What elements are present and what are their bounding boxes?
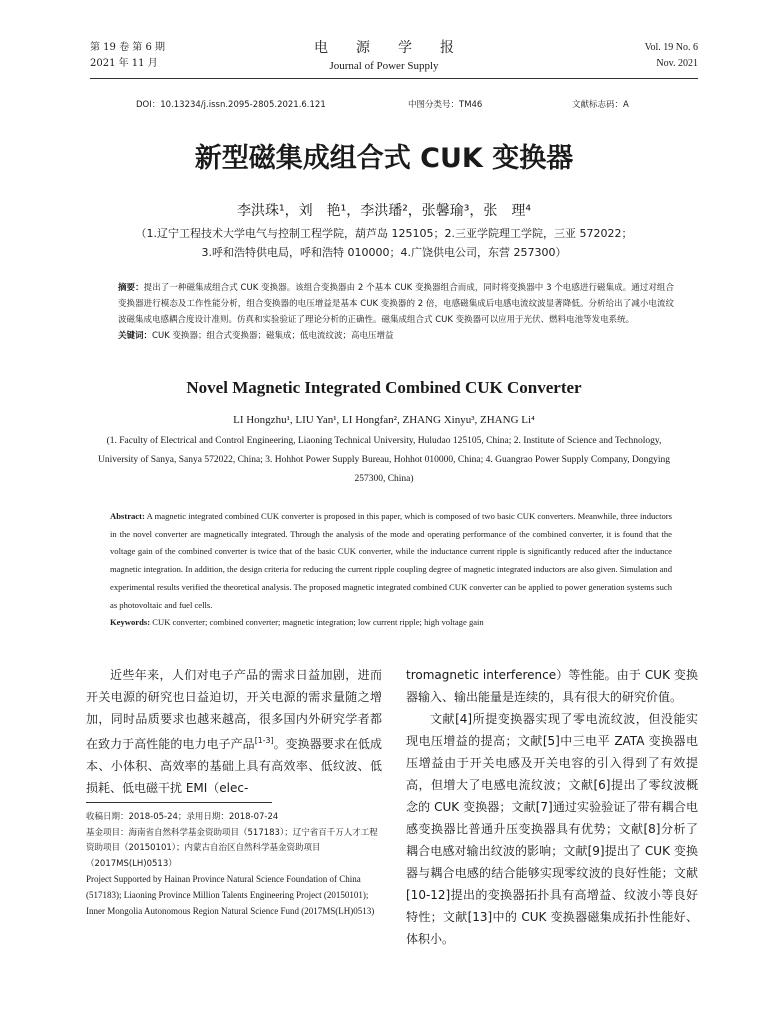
doi: DOI：10.13234/j.issn.2095-2805.2021.6.121 (136, 100, 326, 110)
affiliations-en: (1. Faculty of Electrical and Control Engineering, Liaoning Technical University, Huludao 125105, China; 2. Institute of Science and Technology, University of Sanya, Sanya 572022, China; 3. Hohhot Power Supply Bureau, Hohhot 010000, China; 4. Guangrao Power Supply Company, Dongying 257300, China) (98, 436, 670, 484)
citation: [1-3] (254, 736, 274, 745)
abstract-cn (118, 280, 674, 344)
footnote-rule (86, 802, 272, 803)
funding-cn: 基金项目：海南省自然科学基金资助项目（517183）；辽宁省百千万人才工程资助项目（20150101）；内蒙古自治区自然科学基金资助项目（2017MS(LH)0513） (86, 827, 378, 869)
received-dates: 收稿日期：2018-05-24；录用日期：2018-07-24 (86, 812, 279, 822)
authors-cn: 李洪珠¹，刘 艳¹，李洪璠²，张馨瑜³，张 理⁴ (236, 203, 532, 219)
volume-en: Vol. 19 No. 6 (644, 42, 698, 53)
date-cn: 2021 年 11 月 (90, 58, 158, 69)
body-column-right (406, 664, 698, 950)
abstract-en-text: A magnetic integrated combined CUK converter is proposed in this paper, which is composed of two basic CUK converters. Meanwhile, three inductors in the novel converter are magnetically integrated. Through the analysis of the mode and operating performance of the combined converter, it is found that the voltage gain of the combined converter is twice that of the basic CUK converter, while the inductance current ripple is significantly reduced after the inductance magnetic integration. In addition, the design criteria for reducing the current ripple coupling degree of magnetic integrated inductors are also given. Simulation and experimental results verified the theoretical analysis. The proposed magnetic integrated combined CUK converter can be applied to power generation systems such as photovoltaic and fuel cells. (110, 511, 672, 610)
affiliations-cn (100, 224, 668, 262)
keywords-cn-label: 关键词： (118, 331, 153, 341)
volume-cn: 第 19 卷 第 6 期 (90, 42, 165, 53)
affiliation-cn-line-1: （1.辽宁工程技术大学电气与控制工程学院，葫芦岛 125105；2.三亚学院理工学院，三亚 572022； (135, 227, 633, 240)
authors-en: LI Hongzhu¹, LIU Yan¹, LI Hongfan², ZHANG Xinyu³, ZHANG Li⁴ (233, 414, 535, 426)
keywords-en-label: Keywords: (110, 617, 151, 628)
document-code: 文献标志码：A (572, 100, 629, 110)
title-en: Novel Magnetic Integrated Combined CUK Converter (186, 378, 582, 397)
body-paragraph: 文献[4]所提变换器实现了零电流纹波，但没能实现电压增益的提高；文献[5]中三电平 ZATA 变换器电压增益由于开关电感及开关电容的引入得到了有效提高，但增大了电感电流纹波；文献[6]提出了零纹波概念的 CUK 变换器；文献[7]通过实验验证了带有耦合电感变换器比普通升压变换器具有优势；文献[8]分析了耦合电感对输出纹波的影响；文献[9]提出了 CUK 变换器与耦合电感的结合能够实现零纹波的良好性能；文献[10-12]提出的变换器拓扑具有高增益、纹波小等良好特性；文献[13]中的 CUK 变换器磁集成拓扑性能好、体积小。 (406, 712, 698, 946)
abstract-en (110, 508, 672, 632)
body-paragraph: tromagnetic interference）等性能。由于 CUK 变换器输入、输出能量是连续的，具有很大的研究价值。 (406, 668, 698, 704)
body-text: 。变换器要求在低成本、小体积、高效率的基础上具有高效率、低纹波、低损耗、低电磁干扰 EMI（elec- (86, 737, 382, 795)
keywords-cn: CUK 变换器；组合式变换器；磁集成；低电流纹波；高电压增益 (152, 331, 394, 341)
footnotes (86, 810, 382, 919)
journal-name-cn: 电源学报 (314, 40, 482, 56)
date-en: Nov. 2021 (656, 58, 698, 69)
funding-en: Project Supported by Hainan Province Natural Science Foundation of China (517183); Liaoning Province Million Talents Engineering Project (20150101); Inner Mongolia Autonomous Region Natural Science Fund (2017MS(LH)0513) (86, 874, 375, 916)
affiliation-cn-line-2: 3.呼和浩特供电局，呼和浩特 010000；4.广饶供电公司，东营 257300） (201, 246, 567, 259)
clc-number: 中图分类号：TM46 (408, 100, 483, 110)
abstract-cn-label: 摘要： (118, 283, 144, 293)
header-rule (90, 78, 698, 79)
issue-info-en (645, 40, 698, 72)
title-cn: 新型磁集成组合式 CUK 变换器 (194, 143, 574, 174)
keywords-en: CUK converter; combined converter; magnetic integration; low current ripple; high voltage gain (152, 617, 484, 628)
body-text: 近些年来，人们对电子产品的需求日益加剧，进而开关电源的研究也日益迫切，开关电源的需求量随之增加，同时品质要求也越来越高，很多国内外研究学者都在致力于高性能的电力电子产品 (86, 668, 382, 751)
abstract-cn-text: 提出了一种磁集成组合式 CUK 变换器。该组合变换器由 2 个基本 CUK 变换器组合而成，同时将变换器中 3 个电感进行磁集成。通过对组合变换器进行模态及工作性能分析，组合变换器的电压增益是基本 CUK 变换器的 2 倍，电感磁集成后电感电流纹波显著降低。分析给出了减小电流纹波磁集成电感耦合度设计准则。仿真和实验验证了理论分析的正确性。磁集成组合式 CUK 变换器可以应用于光伏、燃料电池等发电系统。 (118, 283, 674, 325)
journal-name-en: Journal of Power Supply (329, 60, 439, 72)
abstract-en-label: Abstract: (110, 511, 145, 521)
body-paragraph (86, 664, 382, 799)
body-column-left (86, 664, 382, 799)
